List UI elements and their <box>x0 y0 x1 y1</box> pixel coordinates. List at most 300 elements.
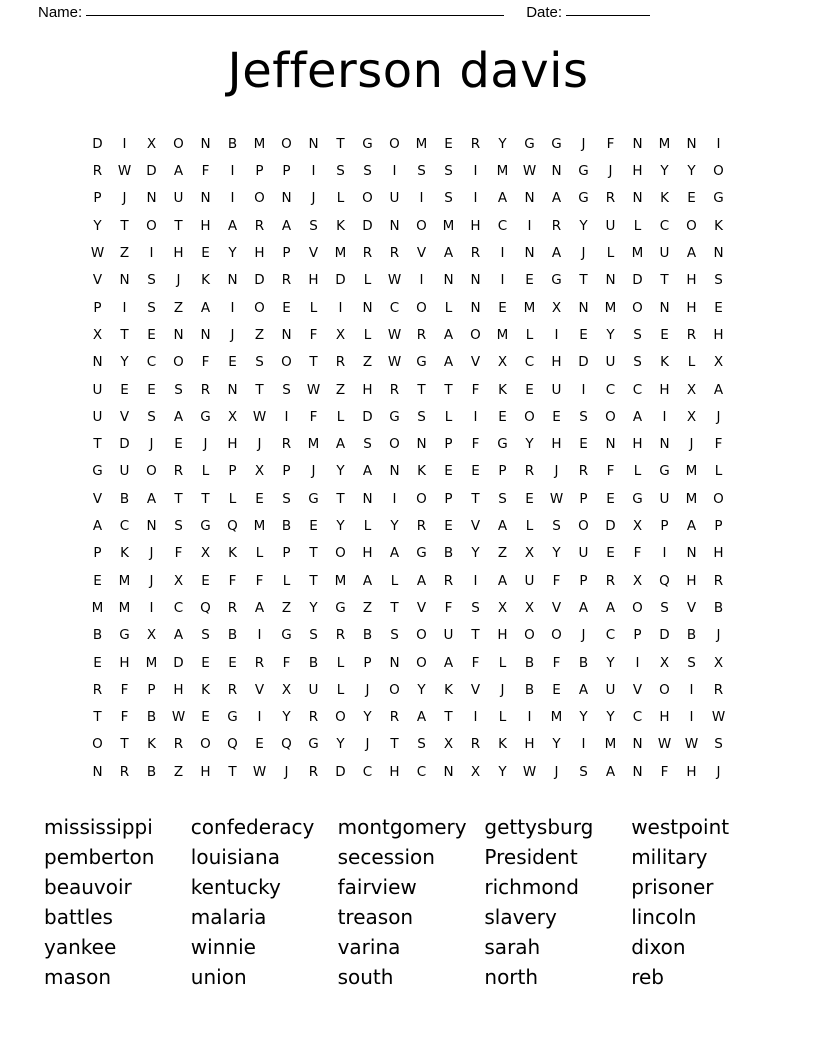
grid-cell[interactable]: E <box>714 299 723 316</box>
grid-cell[interactable]: J <box>149 545 154 562</box>
grid-cell[interactable]: Z <box>119 245 130 262</box>
grid-cell[interactable]: V <box>416 245 427 262</box>
grid-cell[interactable]: O <box>416 627 427 644</box>
grid-cell[interactable]: S <box>174 381 183 398</box>
grid-cell[interactable]: W <box>117 163 132 180</box>
grid-cell[interactable]: N <box>146 190 157 207</box>
grid-cell[interactable]: V <box>470 354 481 371</box>
grid-cell[interactable]: E <box>201 572 210 589</box>
grid-cell[interactable]: A <box>497 572 508 589</box>
grid-cell[interactable]: N <box>173 326 184 343</box>
grid-cell[interactable]: O <box>524 408 535 425</box>
grid-cell[interactable]: T <box>471 490 480 507</box>
grid-cell[interactable]: F <box>120 709 129 726</box>
grid-cell[interactable]: A <box>443 654 454 671</box>
word-list-item[interactable]: winnie <box>190 935 256 960</box>
grid-cell[interactable]: X <box>632 572 643 589</box>
grid-cell[interactable]: Y <box>93 217 102 234</box>
grid-cell[interactable]: N <box>605 436 616 453</box>
grid-cell[interactable]: J <box>581 135 586 152</box>
grid-cell[interactable]: X <box>551 299 562 316</box>
grid-cell[interactable]: Y <box>363 709 372 726</box>
grid-cell[interactable]: R <box>227 599 238 616</box>
grid-cell[interactable]: Y <box>471 545 480 562</box>
grid-cell[interactable]: Q <box>227 736 238 753</box>
grid-cell[interactable]: O <box>92 736 103 753</box>
grid-cell[interactable]: R <box>119 763 130 780</box>
grid-cell[interactable]: E <box>498 299 507 316</box>
grid-cell[interactable]: J <box>149 436 154 453</box>
grid-cell[interactable]: I <box>230 163 235 180</box>
grid-cell[interactable]: T <box>336 490 345 507</box>
grid-cell[interactable]: E <box>579 436 588 453</box>
grid-cell[interactable]: T <box>579 272 588 289</box>
grid-cell[interactable]: O <box>416 490 427 507</box>
grid-cell[interactable]: L <box>336 408 345 425</box>
grid-cell[interactable]: M <box>415 135 428 152</box>
grid-cell[interactable]: L <box>498 709 507 726</box>
grid-cell[interactable]: I <box>581 381 586 398</box>
grid-cell[interactable]: D <box>362 408 373 425</box>
grid-cell[interactable]: D <box>335 272 346 289</box>
grid-cell[interactable]: E <box>93 572 102 589</box>
grid-cell[interactable]: L <box>633 217 642 234</box>
grid-cell[interactable]: H <box>362 381 373 398</box>
grid-cell[interactable]: E <box>444 463 453 480</box>
grid-cell[interactable]: R <box>416 326 427 343</box>
grid-cell[interactable]: S <box>417 163 426 180</box>
grid-cell[interactable]: R <box>605 572 616 589</box>
grid-cell[interactable]: A <box>416 572 427 589</box>
grid-cell[interactable]: I <box>257 709 262 726</box>
grid-cell[interactable]: E <box>552 408 561 425</box>
grid-cell[interactable]: M <box>631 245 644 262</box>
grid-cell[interactable]: U <box>524 572 535 589</box>
grid-cell[interactable]: L <box>336 654 345 671</box>
grid-cell[interactable]: T <box>444 381 453 398</box>
grid-cell[interactable]: N <box>659 299 670 316</box>
grid-cell[interactable]: I <box>392 163 397 180</box>
word-list-item[interactable]: dixon <box>631 935 686 960</box>
grid-cell[interactable]: U <box>119 463 130 480</box>
grid-cell[interactable]: U <box>578 545 589 562</box>
grid-cell[interactable]: S <box>498 490 507 507</box>
grid-cell[interactable]: Z <box>497 545 508 562</box>
grid-cell[interactable]: Q <box>227 518 238 535</box>
grid-cell[interactable]: L <box>525 518 534 535</box>
grid-cell[interactable]: N <box>281 190 292 207</box>
grid-cell[interactable]: G <box>200 408 211 425</box>
grid-cell[interactable]: I <box>149 599 154 616</box>
grid-cell[interactable]: O <box>686 217 697 234</box>
grid-cell[interactable]: X <box>497 599 508 616</box>
grid-cell[interactable]: O <box>281 354 292 371</box>
grid-cell[interactable]: E <box>552 681 561 698</box>
grid-cell[interactable]: H <box>686 572 697 589</box>
grid-cell[interactable]: F <box>606 463 615 480</box>
grid-cell[interactable]: O <box>335 709 346 726</box>
grid-cell[interactable]: S <box>714 272 723 289</box>
grid-cell[interactable]: Y <box>687 163 696 180</box>
word-list-item[interactable]: slavery <box>484 905 557 930</box>
grid-cell[interactable]: O <box>335 545 346 562</box>
grid-cell[interactable]: R <box>281 272 292 289</box>
grid-cell[interactable]: I <box>473 709 478 726</box>
grid-cell[interactable]: Q <box>200 599 211 616</box>
grid-cell[interactable]: H <box>470 217 481 234</box>
grid-cell[interactable]: R <box>92 681 103 698</box>
grid-cell[interactable]: N <box>713 245 724 262</box>
grid-cell[interactable]: N <box>470 299 481 316</box>
word-list-item[interactable]: north <box>484 965 539 990</box>
grid-cell[interactable]: I <box>473 190 478 207</box>
grid-cell[interactable]: K <box>660 190 669 207</box>
grid-cell[interactable]: R <box>389 381 400 398</box>
name-input-line[interactable] <box>86 15 504 16</box>
grid-cell[interactable]: R <box>335 627 346 644</box>
grid-cell[interactable]: E <box>282 299 291 316</box>
grid-cell[interactable]: I <box>257 627 262 644</box>
grid-cell[interactable]: C <box>605 381 616 398</box>
grid-cell[interactable]: A <box>443 245 454 262</box>
grid-cell[interactable]: O <box>173 135 184 152</box>
grid-cell[interactable]: H <box>497 627 508 644</box>
grid-cell[interactable]: M <box>496 163 509 180</box>
grid-cell[interactable]: P <box>444 436 453 453</box>
grid-cell[interactable]: I <box>149 245 154 262</box>
grid-cell[interactable]: M <box>118 599 131 616</box>
grid-cell[interactable]: S <box>417 736 426 753</box>
grid-cell[interactable]: R <box>686 326 697 343</box>
grid-cell[interactable]: J <box>554 463 559 480</box>
grid-cell[interactable]: U <box>173 190 184 207</box>
grid-cell[interactable]: N <box>632 736 643 753</box>
word-list-item[interactable]: mississippi <box>44 815 153 840</box>
grid-cell[interactable]: I <box>716 135 721 152</box>
grid-cell[interactable]: U <box>605 217 616 234</box>
grid-cell[interactable]: Y <box>552 545 561 562</box>
grid-cell[interactable]: R <box>470 135 481 152</box>
grid-cell[interactable]: A <box>146 490 157 507</box>
grid-cell[interactable]: N <box>389 654 400 671</box>
grid-cell[interactable]: I <box>473 408 478 425</box>
grid-cell[interactable]: E <box>660 326 669 343</box>
grid-cell[interactable]: D <box>254 272 265 289</box>
word-list-item[interactable]: battles <box>44 905 113 930</box>
word-list-item[interactable]: south <box>337 965 394 990</box>
grid-cell[interactable]: A <box>578 681 589 698</box>
grid-cell[interactable]: V <box>308 245 319 262</box>
grid-cell[interactable]: N <box>119 272 130 289</box>
grid-cell[interactable]: I <box>392 490 397 507</box>
grid-cell[interactable]: O <box>146 463 157 480</box>
word-list-item[interactable]: lincoln <box>631 905 697 930</box>
grid-cell[interactable]: V <box>470 681 481 698</box>
grid-cell[interactable]: M <box>334 245 347 262</box>
grid-cell[interactable]: W <box>252 408 267 425</box>
grid-cell[interactable]: T <box>120 736 129 753</box>
grid-cell[interactable]: U <box>605 681 616 698</box>
grid-cell[interactable]: A <box>713 381 724 398</box>
grid-cell[interactable]: H <box>632 436 643 453</box>
grid-cell[interactable]: F <box>471 381 480 398</box>
grid-cell[interactable]: N <box>146 518 157 535</box>
grid-cell[interactable]: Y <box>579 217 588 234</box>
grid-cell[interactable]: E <box>525 381 534 398</box>
grid-cell[interactable]: X <box>497 354 508 371</box>
grid-cell[interactable]: E <box>228 354 237 371</box>
grid-cell[interactable]: M <box>604 299 617 316</box>
grid-cell[interactable]: P <box>282 245 291 262</box>
grid-cell[interactable]: N <box>389 217 400 234</box>
grid-cell[interactable]: F <box>471 436 480 453</box>
grid-cell[interactable]: L <box>282 572 291 589</box>
grid-cell[interactable]: K <box>201 681 210 698</box>
grid-cell[interactable]: A <box>443 326 454 343</box>
grid-cell[interactable]: I <box>689 681 694 698</box>
grid-cell[interactable]: D <box>659 627 670 644</box>
grid-cell[interactable]: D <box>92 135 103 152</box>
grid-cell[interactable]: A <box>686 518 697 535</box>
word-list-item[interactable]: varina <box>337 935 401 960</box>
grid-cell[interactable]: G <box>335 599 346 616</box>
grid-cell[interactable]: B <box>362 627 373 644</box>
grid-cell[interactable]: T <box>255 381 264 398</box>
grid-cell[interactable]: Y <box>390 518 399 535</box>
grid-cell[interactable]: O <box>659 681 670 698</box>
grid-cell[interactable]: R <box>227 681 238 698</box>
grid-cell[interactable]: I <box>473 163 478 180</box>
grid-cell[interactable]: W <box>657 736 672 753</box>
grid-cell[interactable]: P <box>363 654 372 671</box>
word-list-item[interactable]: prisoner <box>631 875 714 900</box>
grid-cell[interactable]: Q <box>281 736 292 753</box>
grid-cell[interactable]: T <box>417 381 426 398</box>
grid-cell[interactable]: H <box>686 299 697 316</box>
grid-cell[interactable]: Z <box>254 326 265 343</box>
grid-cell[interactable]: L <box>363 272 372 289</box>
grid-cell[interactable]: N <box>200 135 211 152</box>
grid-cell[interactable]: R <box>443 572 454 589</box>
grid-cell[interactable]: S <box>174 518 183 535</box>
grid-cell[interactable]: P <box>498 463 507 480</box>
grid-cell[interactable]: G <box>551 135 562 152</box>
grid-cell[interactable]: S <box>714 736 723 753</box>
grid-cell[interactable]: V <box>92 490 103 507</box>
grid-cell[interactable]: S <box>282 381 291 398</box>
grid-cell[interactable]: X <box>524 599 535 616</box>
grid-cell[interactable]: P <box>579 490 588 507</box>
grid-cell[interactable]: X <box>470 763 481 780</box>
grid-cell[interactable]: I <box>473 572 478 589</box>
grid-cell[interactable]: N <box>308 135 319 152</box>
grid-cell[interactable]: X <box>146 627 157 644</box>
grid-cell[interactable]: I <box>581 736 586 753</box>
grid-cell[interactable]: W <box>522 763 537 780</box>
grid-cell[interactable]: N <box>389 463 400 480</box>
grid-cell[interactable]: O <box>524 627 535 644</box>
grid-cell[interactable]: K <box>498 736 507 753</box>
grid-cell[interactable]: N <box>227 381 238 398</box>
grid-cell[interactable]: E <box>471 463 480 480</box>
grid-cell[interactable]: G <box>416 545 427 562</box>
grid-cell[interactable]: A <box>254 599 265 616</box>
grid-cell[interactable]: C <box>416 763 427 780</box>
word-list-item[interactable]: westpoint <box>631 815 730 840</box>
grid-cell[interactable]: R <box>551 217 562 234</box>
grid-cell[interactable]: W <box>522 163 537 180</box>
grid-cell[interactable]: P <box>282 163 291 180</box>
grid-cell[interactable]: C <box>524 354 535 371</box>
grid-cell[interactable]: F <box>552 572 561 589</box>
grid-cell[interactable]: L <box>606 245 615 262</box>
grid-cell[interactable]: F <box>201 163 210 180</box>
grid-cell[interactable]: J <box>230 326 235 343</box>
grid-cell[interactable]: G <box>578 163 589 180</box>
grid-cell[interactable]: W <box>171 709 186 726</box>
grid-cell[interactable]: J <box>365 736 370 753</box>
grid-cell[interactable]: D <box>362 217 373 234</box>
grid-cell[interactable]: G <box>92 463 103 480</box>
word-list-item[interactable]: pemberton <box>44 845 155 870</box>
grid-cell[interactable]: T <box>120 217 129 234</box>
grid-cell[interactable]: J <box>149 572 154 589</box>
grid-cell[interactable]: J <box>257 436 262 453</box>
grid-cell[interactable]: U <box>605 354 616 371</box>
grid-cell[interactable]: V <box>686 599 697 616</box>
grid-cell[interactable]: W <box>252 763 267 780</box>
grid-cell[interactable]: G <box>362 135 373 152</box>
grid-cell[interactable]: N <box>632 190 643 207</box>
grid-cell[interactable]: I <box>554 326 559 343</box>
grid-cell[interactable]: S <box>336 163 345 180</box>
grid-cell[interactable]: A <box>200 299 211 316</box>
grid-cell[interactable]: R <box>389 245 400 262</box>
grid-cell[interactable]: F <box>309 408 318 425</box>
grid-cell[interactable]: B <box>443 545 454 562</box>
grid-cell[interactable]: L <box>714 463 723 480</box>
grid-cell[interactable]: C <box>173 599 184 616</box>
grid-cell[interactable]: M <box>334 572 347 589</box>
grid-cell[interactable]: H <box>686 763 697 780</box>
grid-cell[interactable]: L <box>309 299 318 316</box>
grid-cell[interactable]: X <box>227 408 238 425</box>
grid-cell[interactable]: P <box>282 545 291 562</box>
grid-cell[interactable]: V <box>632 681 643 698</box>
grid-cell[interactable]: L <box>336 190 345 207</box>
grid-cell[interactable]: R <box>578 463 589 480</box>
grid-cell[interactable]: L <box>255 545 264 562</box>
grid-cell[interactable]: Y <box>120 354 129 371</box>
grid-cell[interactable]: K <box>147 736 156 753</box>
grid-cell[interactable]: P <box>255 163 264 180</box>
grid-cell[interactable]: V <box>119 408 130 425</box>
word-list-item[interactable]: yankee <box>44 935 117 960</box>
grid-cell[interactable]: P <box>660 518 669 535</box>
grid-cell[interactable]: B <box>524 681 535 698</box>
grid-cell[interactable]: J <box>500 681 505 698</box>
word-list-item[interactable]: reb <box>631 965 664 990</box>
grid-cell[interactable]: R <box>362 245 373 262</box>
grid-cell[interactable]: E <box>525 490 534 507</box>
grid-cell[interactable]: V <box>551 599 562 616</box>
grid-cell[interactable]: A <box>173 627 184 644</box>
grid-cell[interactable]: I <box>284 408 289 425</box>
grid-cell[interactable]: Y <box>660 163 669 180</box>
grid-cell[interactable]: N <box>443 272 454 289</box>
grid-cell[interactable]: Z <box>173 763 184 780</box>
grid-cell[interactable]: Q <box>659 572 670 589</box>
grid-cell[interactable]: H <box>551 354 562 371</box>
grid-cell[interactable]: E <box>228 654 237 671</box>
grid-cell[interactable]: H <box>200 217 211 234</box>
grid-cell[interactable]: V <box>92 272 103 289</box>
grid-cell[interactable]: Y <box>282 709 291 726</box>
grid-cell[interactable]: J <box>554 763 559 780</box>
grid-cell[interactable]: O <box>713 490 724 507</box>
grid-cell[interactable]: K <box>336 217 345 234</box>
grid-cell[interactable]: Z <box>173 299 184 316</box>
grid-cell[interactable]: T <box>93 436 102 453</box>
grid-cell[interactable]: N <box>227 272 238 289</box>
grid-cell[interactable]: D <box>146 163 157 180</box>
grid-cell[interactable]: A <box>497 518 508 535</box>
grid-cell[interactable]: R <box>713 681 724 698</box>
grid-cell[interactable]: Y <box>336 463 345 480</box>
grid-cell[interactable]: B <box>308 654 319 671</box>
grid-cell[interactable]: Y <box>579 709 588 726</box>
grid-cell[interactable]: B <box>146 763 157 780</box>
grid-cell[interactable]: D <box>119 436 130 453</box>
grid-cell[interactable]: L <box>444 299 453 316</box>
grid-cell[interactable]: C <box>389 299 400 316</box>
grid-cell[interactable]: O <box>281 135 292 152</box>
grid-cell[interactable]: K <box>714 217 723 234</box>
grid-cell[interactable]: Z <box>335 381 346 398</box>
grid-cell[interactable]: O <box>146 217 157 234</box>
grid-cell[interactable]: M <box>118 572 131 589</box>
grid-cell[interactable]: N <box>200 326 211 343</box>
grid-cell[interactable]: N <box>92 763 103 780</box>
grid-cell[interactable]: X <box>200 545 211 562</box>
grid-cell[interactable]: J <box>311 190 316 207</box>
grid-cell[interactable]: O <box>254 190 265 207</box>
grid-cell[interactable]: A <box>335 436 346 453</box>
grid-cell[interactable]: Y <box>606 709 615 726</box>
grid-cell[interactable]: T <box>201 490 210 507</box>
grid-cell[interactable]: H <box>227 436 238 453</box>
grid-cell[interactable]: W <box>387 326 402 343</box>
grid-cell[interactable]: D <box>335 763 346 780</box>
grid-cell[interactable]: E <box>606 490 615 507</box>
grid-cell[interactable]: N <box>443 763 454 780</box>
grid-cell[interactable]: M <box>496 326 509 343</box>
grid-cell[interactable]: I <box>527 217 532 234</box>
grid-cell[interactable]: T <box>174 217 183 234</box>
word-list-item[interactable]: montgomery <box>337 815 467 840</box>
grid-cell[interactable]: Y <box>606 654 615 671</box>
grid-cell[interactable]: H <box>659 381 670 398</box>
grid-cell[interactable]: U <box>443 627 454 644</box>
grid-cell[interactable]: I <box>230 299 235 316</box>
grid-cell[interactable]: X <box>686 381 697 398</box>
grid-cell[interactable]: A <box>281 217 292 234</box>
grid-cell[interactable]: S <box>633 354 642 371</box>
grid-cell[interactable]: G <box>551 272 562 289</box>
grid-cell[interactable]: S <box>309 627 318 644</box>
grid-cell[interactable]: J <box>311 463 316 480</box>
grid-cell[interactable]: S <box>363 436 372 453</box>
